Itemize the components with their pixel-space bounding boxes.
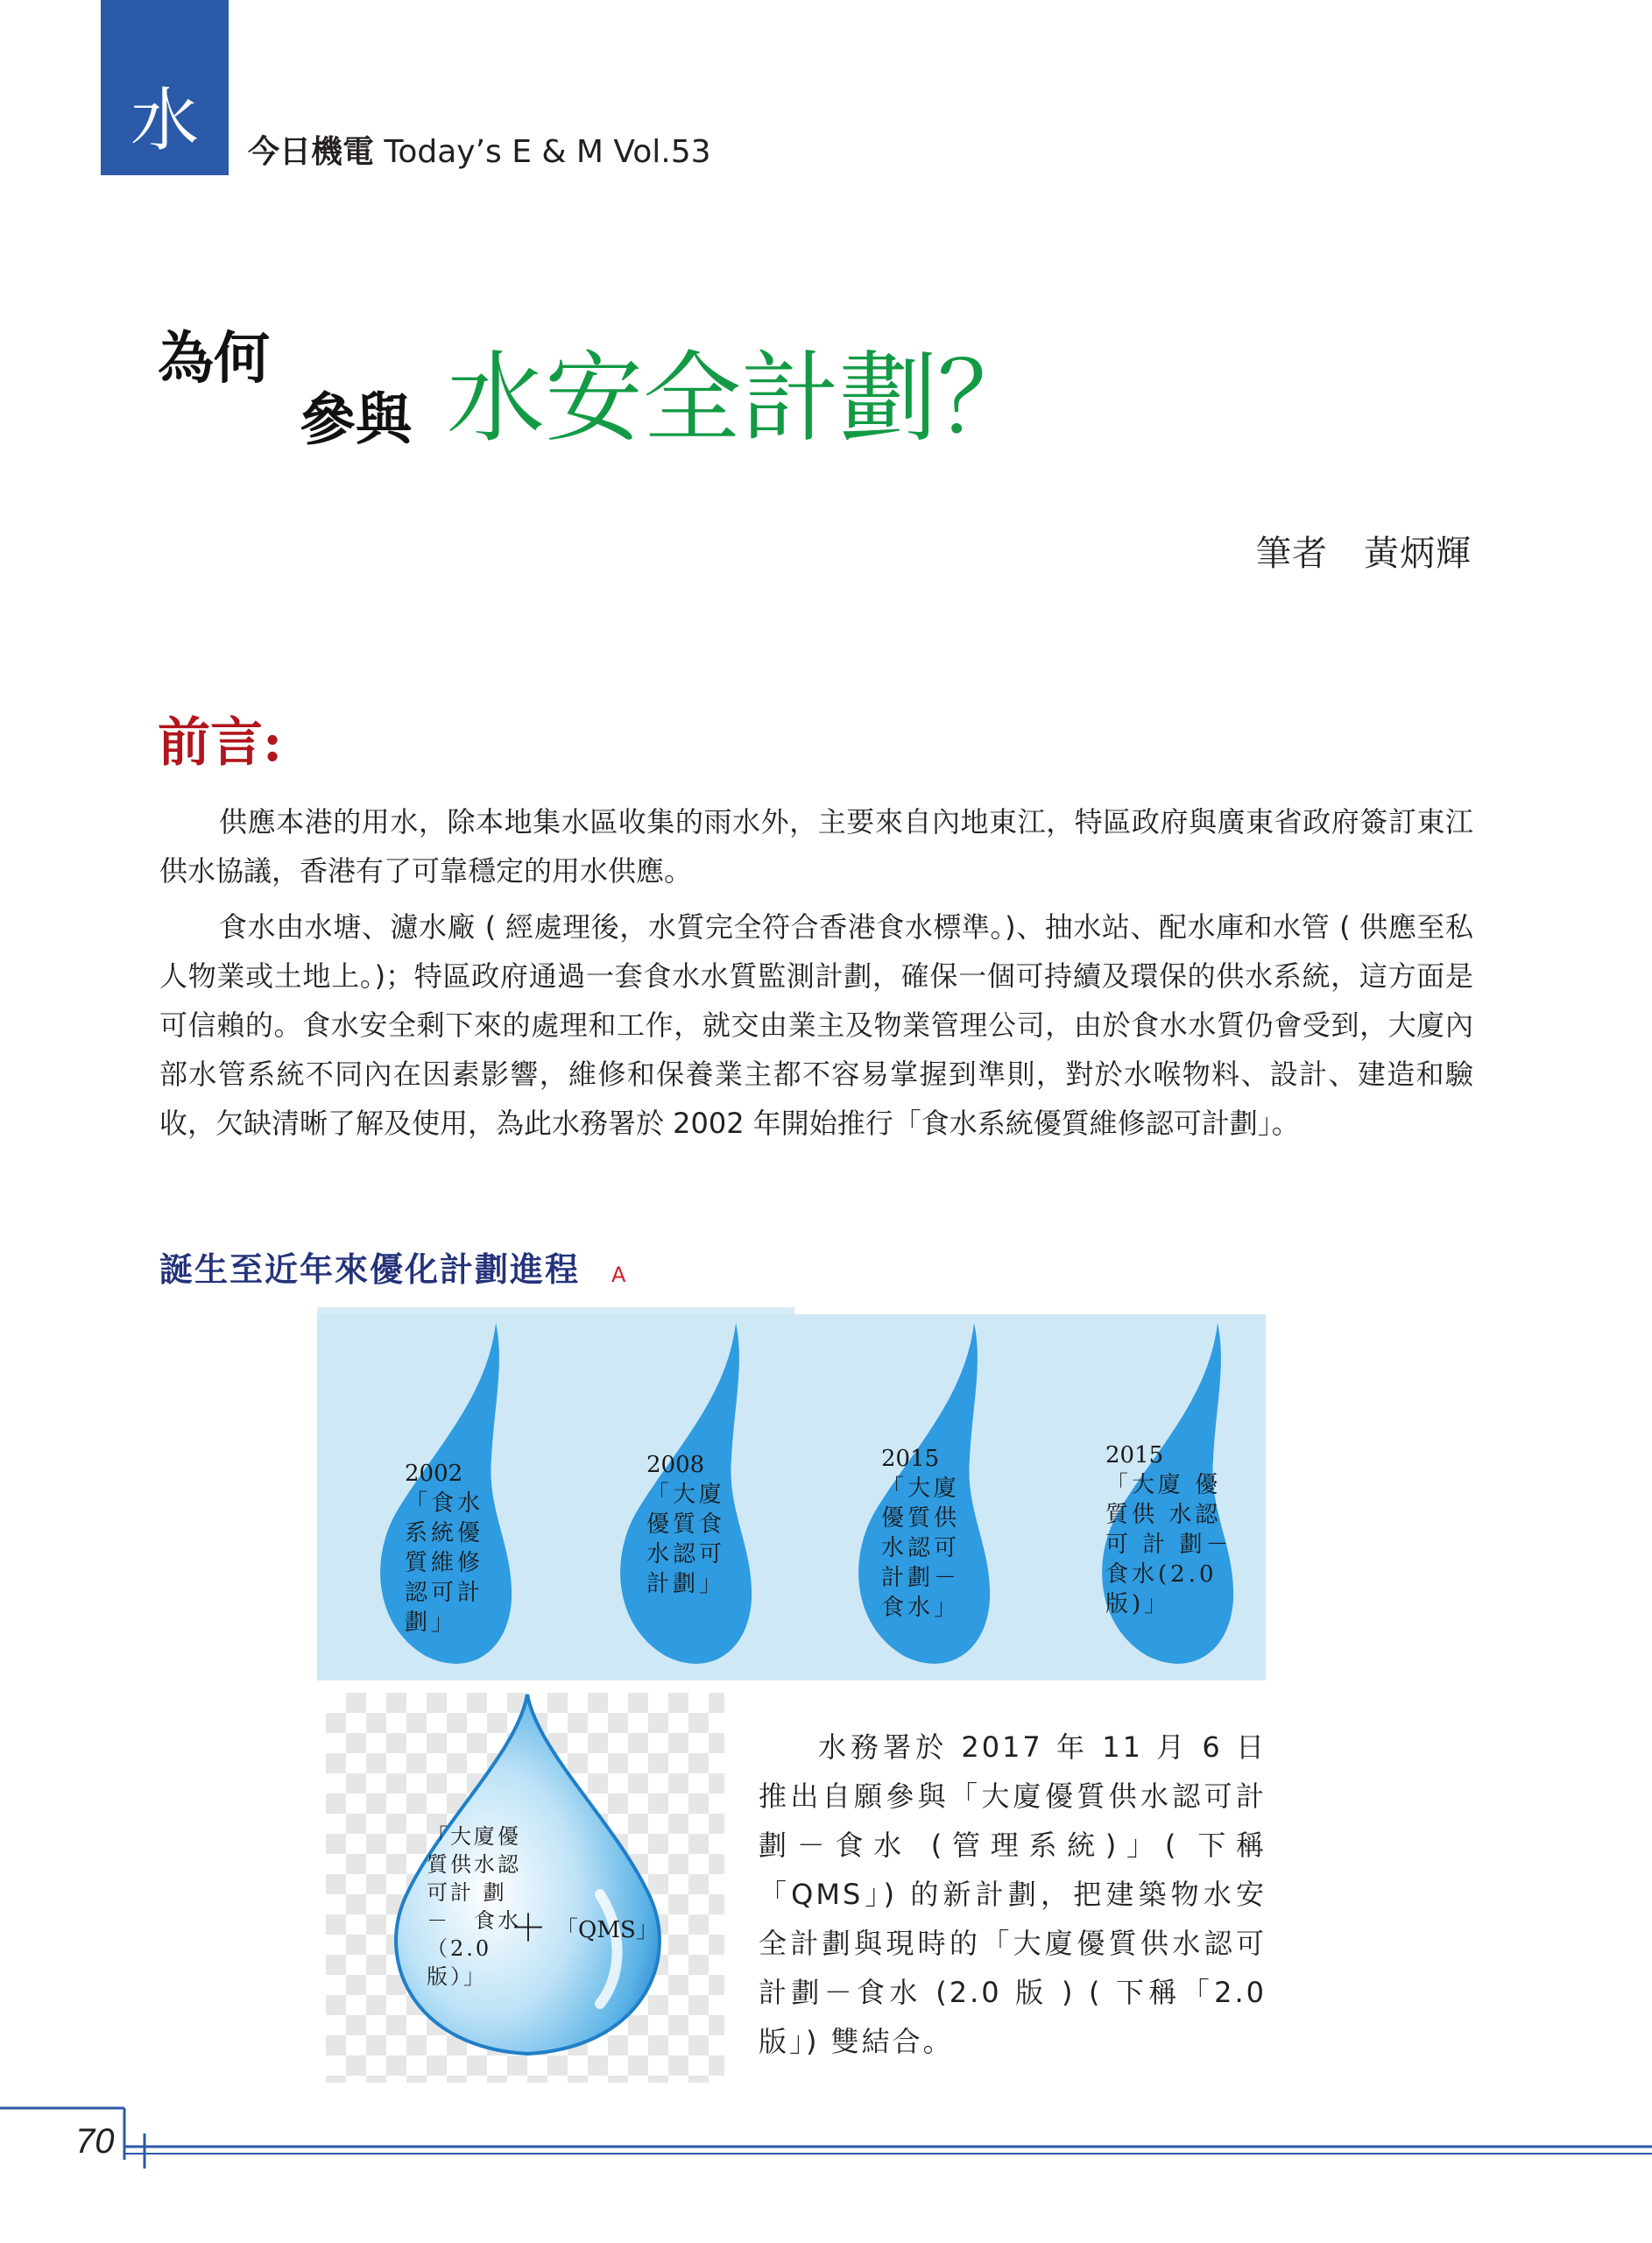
subsection-mark: A: [611, 1263, 626, 1287]
timeline-panel-edge: [317, 1307, 794, 1314]
magazine-title: [248, 133, 711, 172]
title-part-1: 為何: [158, 327, 270, 392]
timeline-year: 2002: [405, 1461, 463, 1487]
timeline-item-2015a: [881, 1444, 979, 1623]
qms-label: 「QMS」: [555, 1917, 659, 1943]
title-part-2: 參與: [300, 388, 412, 453]
category-char: 水: [130, 81, 199, 160]
qms-paragraph: 水務署於 2017 年 11 月 6 日推出自願參與「大廈優質供水認可計劃－食水 (管理系統)」( 下稱「QMS」) 的新計劃，把建築物水安全計劃與現時的「大廈優質供水認可計劃－食水 (2.0 版 ) ( 下稱「2.0 版」) 雙結合。: [759, 1730, 1267, 2058]
section-heading: 前言:: [158, 712, 283, 774]
timeline-item-2002: [405, 1459, 508, 1638]
intro-paragraph-1: 供應本港的用水，除本地集水區收集的雨水外，主要來自內地東江，特區政府與廣東省政府簽訂東江供水協議，香港有了可靠穩定的用水供應。: [159, 805, 1473, 888]
timeline-label: 「大廈優質食水認可計劃」: [646, 1482, 726, 1597]
footer-rule: [0, 2098, 1652, 2169]
timeline-label: 「食水系統優質維修認可計劃」: [405, 1490, 484, 1636]
page-number: 70: [75, 2122, 115, 2161]
magazine-title-cjk: 今日機電: [248, 134, 375, 170]
magazine-title-en: Today’s E & M Vol.53: [374, 134, 711, 170]
plus-sign: ＋: [510, 1907, 547, 1949]
timeline-label: 「大廈優質供水認可計劃－食水」: [881, 1475, 961, 1621]
timeline-item-2015b: [1105, 1440, 1259, 1619]
subsection-heading: 誕生至近年來優化計劃進程: [159, 1250, 581, 1289]
timeline-year: 2015: [881, 1446, 940, 1472]
intro-paragraph-2: 食水由水塘、濾水廠 ( 經處理後，水質完全符合香港食水標準。)、抽水站、配水庫和水管 ( 供應至私人物業或土地上。)；特區政府通過一套食水水質監測計劃，確保一個可持續及環保的供水系統，這方面是可信賴的。食水安全剩下來的處理和工作，就交由業主及物業管理公司，由於食水水質仍會受到，大廈內部水管系統不同內在因素影響，維修和保養業主都不容易掌握到準則，對於水喉物料、設計、建造和驗收，欠缺清晰了解及使用，為此水務署於 2002 年開始推行「食水系統優質維修認可計劃」。: [159, 910, 1473, 1140]
timeline-year: 2008: [646, 1452, 705, 1478]
timeline-year: 2015: [1105, 1442, 1164, 1468]
combo-drop-label: 「大廈優質供水認可計 劃－ 食水（2.0版）」: [427, 1824, 521, 1989]
title-part-3: 水安全計劃？: [447, 342, 1035, 456]
author-byline: 筆者 黃炳輝: [1256, 534, 1472, 574]
timeline-item-2008: [646, 1450, 743, 1599]
timeline-label: 「大廈 優質供 水認可 計 劃－ 食水(2.0版)」: [1105, 1472, 1259, 1617]
